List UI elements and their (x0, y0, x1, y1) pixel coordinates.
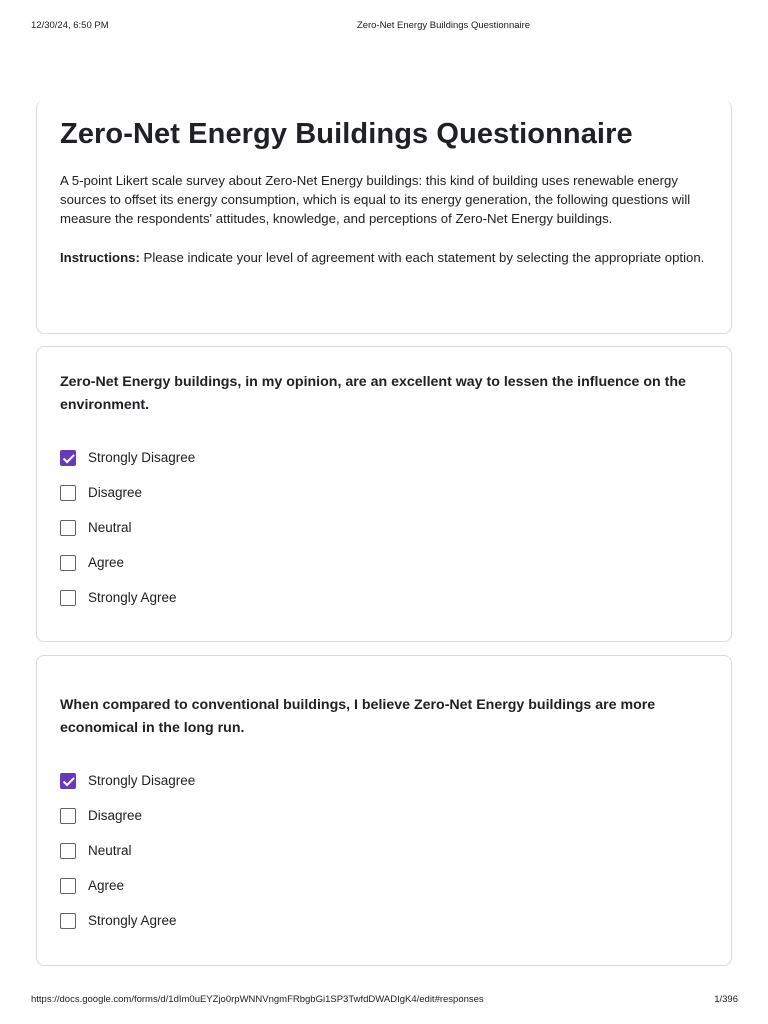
option-label: Neutral (88, 843, 132, 858)
form-description: A 5-point Likert scale survey about Zero-Net Energy buildings: this kind of building uses renewable energy sources to offset its energy consumption, which is equal to its energy generation, the following questions will measure the respondents' attitudes, knowledge, and perceptions of Zero-Net Energy buildings. (60, 173, 691, 226)
print-datetime: 12/30/24, 6:50 PM (31, 20, 109, 31)
option-label: Strongly Agree (88, 913, 177, 928)
checkbox-checked[interactable] (60, 773, 76, 789)
instructions-label: Instructions: (60, 250, 140, 265)
option-disagree[interactable] (60, 475, 195, 510)
option-label: Agree (88, 555, 125, 570)
checkbox[interactable] (60, 808, 76, 824)
option-neutral[interactable] (60, 510, 195, 545)
option-disagree[interactable] (60, 798, 195, 833)
option-strongly-agree[interactable] (60, 580, 195, 615)
instructions-text: Please indicate your level of agreement with each statement by selecting the appropriate option. (139, 250, 705, 265)
checkbox[interactable] (60, 485, 76, 501)
option-neutral[interactable] (60, 833, 195, 868)
print-page-number: 1/396 (714, 994, 738, 1005)
checkbox[interactable] (60, 913, 76, 929)
option-strongly-disagree[interactable] (60, 440, 195, 475)
print-page-title: Zero-Net Energy Buildings Questionnaire (356, 20, 531, 31)
option-label: Agree (88, 878, 125, 893)
question-text: Zero-Net Energy buildings, in my opinion, are an excellent way to lessen the influence on the environment. (60, 374, 686, 413)
question-text: When compared to conventional buildings, I believe Zero-Net Energy buildings are more economical in the long run. (60, 697, 656, 736)
option-agree[interactable] (60, 868, 195, 903)
option-agree[interactable] (60, 545, 195, 580)
form-title: Zero-Net Energy Buildings Questionnaire (60, 118, 633, 150)
checkbox-group (60, 440, 195, 615)
option-strongly-agree[interactable] (60, 903, 195, 938)
checkbox-group (60, 763, 195, 938)
option-strongly-disagree[interactable] (60, 763, 195, 798)
form-header-card (36, 100, 732, 334)
checkbox[interactable] (60, 878, 76, 894)
print-header (0, 0, 768, 40)
print-footer-url: https://docs.google.com/forms/d/1dIm0uEYZjo0rpWNNVngmFRbgbGi1SP3TwfdDWADIgK4/edit#responses (31, 994, 484, 1005)
question-card (36, 346, 732, 642)
checkbox[interactable] (60, 555, 76, 571)
checkbox[interactable] (60, 843, 76, 859)
form-instructions (60, 248, 710, 267)
option-label: Strongly Agree (88, 590, 177, 605)
question-card (36, 655, 732, 966)
checkbox[interactable] (60, 590, 76, 606)
option-label: Strongly Disagree (88, 773, 196, 788)
option-label: Neutral (88, 520, 132, 535)
checkbox[interactable] (60, 520, 76, 536)
option-label: Strongly Disagree (88, 450, 196, 465)
option-label: Disagree (88, 485, 143, 500)
checkbox-checked[interactable] (60, 450, 76, 466)
option-label: Disagree (88, 808, 143, 823)
